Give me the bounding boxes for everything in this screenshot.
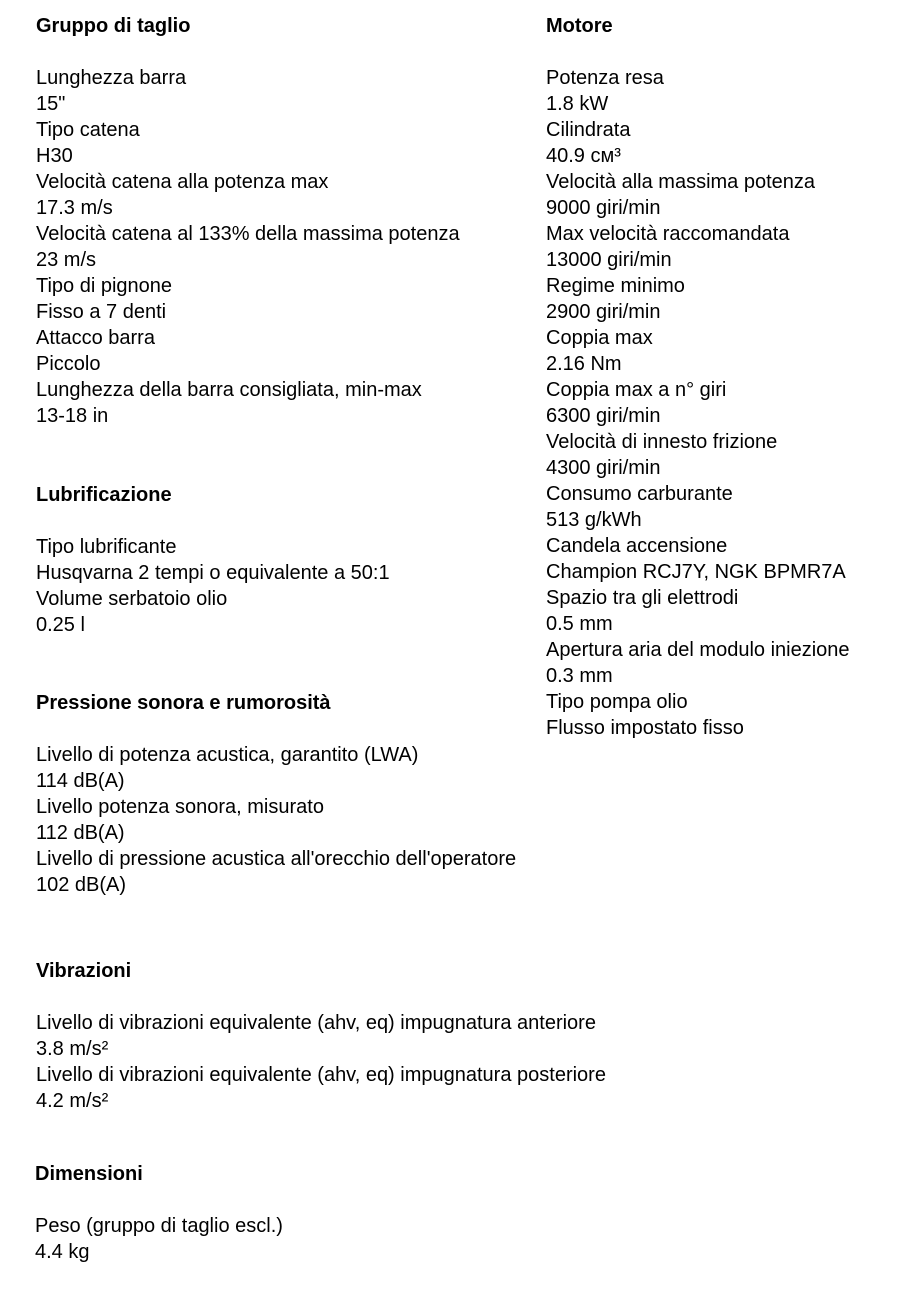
- spec-label: Potenza resa: [546, 67, 664, 89]
- spec-value: 17.3 m/s: [36, 197, 113, 219]
- spec-label: Lunghezza barra: [36, 67, 187, 89]
- spec-label: Livello di vibrazioni equivalente (ahv, eq) impugnatura posteriore: [36, 1064, 606, 1086]
- spec-label: Max velocità raccomandata: [546, 223, 790, 245]
- spec-value: 4.2 m/s²: [36, 1090, 109, 1112]
- spec-label: Velocità catena al 133% della massima potenza: [36, 223, 460, 245]
- spec-label: Tipo lubrificante: [36, 536, 177, 558]
- spec-label: Regime minimo: [546, 275, 685, 297]
- spec-value: 114 dB(A): [36, 770, 125, 792]
- section-title: Lubrificazione: [36, 484, 172, 506]
- spec-value: 23 m/s: [36, 249, 97, 271]
- section-sound: [36, 690, 596, 898]
- spec-value: 9000 giri/min: [546, 197, 661, 219]
- section-title: Pressione sonora e rumorosità: [36, 692, 331, 714]
- spec-label: Coppia max: [546, 327, 653, 349]
- spec-value: 6300 giri/min: [546, 405, 661, 427]
- spec-label: Velocità catena alla potenza max: [36, 171, 329, 193]
- spec-value: 4.4 kg: [35, 1241, 90, 1263]
- section-vibration: [36, 958, 736, 1114]
- spec-label: Livello di potenza acustica, garantito (LWA): [36, 744, 419, 766]
- spec-value: Flusso impostato fisso: [546, 717, 744, 739]
- spec-value: 0.5 mm: [546, 613, 613, 635]
- spec-label: Tipo di pignone: [36, 275, 173, 297]
- spec-value: 40.9 см³: [546, 145, 621, 167]
- spec-value: 2.16 Nm: [546, 353, 622, 375]
- spec-label: Velocità alla massima potenza: [546, 171, 816, 193]
- spec-label: Candela accensione: [546, 535, 728, 557]
- spec-label: Attacco barra: [36, 327, 155, 349]
- spec-label: Apertura aria del modulo iniezione: [546, 639, 850, 661]
- spec-value: 112 dB(A): [36, 822, 125, 844]
- spec-label: Tipo pompa olio: [546, 691, 688, 713]
- spec-value: 0.3 mm: [546, 665, 613, 687]
- section-lubrication: [36, 482, 596, 638]
- spec-label: Volume serbatoio olio: [36, 588, 228, 610]
- spec-value: 2900 giri/min: [546, 301, 661, 323]
- spec-value: Piccolo: [36, 353, 101, 375]
- spec-label: Coppia max a n° giri: [546, 379, 727, 401]
- spec-value: 15": [36, 93, 66, 115]
- spec-value: 13000 giri/min: [546, 249, 672, 271]
- spec-label: Livello potenza sonora, misurato: [36, 796, 324, 818]
- spec-label: Velocità di innesto frizione: [546, 431, 778, 453]
- spec-value: H30: [36, 145, 73, 167]
- spec-label: Consumo carburante: [546, 483, 733, 505]
- spec-label: Lunghezza della barra consigliata, min-max: [36, 379, 422, 401]
- section-cutting-group: [36, 13, 596, 429]
- spec-label: Livello di pressione acustica all'orecchio dell'operatore: [36, 848, 517, 870]
- spec-label: Livello di vibrazioni equivalente (ahv, eq) impugnatura anteriore: [36, 1012, 596, 1034]
- section-engine: [546, 13, 916, 741]
- spec-value: Champion RCJ7Y, NGK BPMR7A: [546, 561, 846, 583]
- spec-value: 1.8 kW: [546, 93, 609, 115]
- spec-value: 0.25 l: [36, 614, 85, 636]
- section-dimensions: [35, 1161, 595, 1265]
- spec-label: Tipo catena: [36, 119, 140, 141]
- spec-value: Fisso a 7 denti: [36, 301, 167, 323]
- section-title: Dimensioni: [35, 1163, 143, 1185]
- section-title: Vibrazioni: [36, 960, 132, 982]
- section-title: Gruppo di taglio: [36, 15, 191, 37]
- spec-value: Husqvarna 2 tempi o equivalente a 50:1: [36, 562, 390, 584]
- spec-value: 3.8 m/s²: [36, 1038, 109, 1060]
- spec-label: Peso (gruppo di taglio escl.): [35, 1215, 283, 1237]
- spec-label: Spazio tra gli elettrodi: [546, 587, 739, 609]
- spec-value: 4300 giri/min: [546, 457, 661, 479]
- spec-value: 102 dB(A): [36, 874, 127, 896]
- spec-value: 513 g/kWh: [546, 509, 642, 531]
- section-title: Motore: [546, 15, 613, 37]
- spec-label: Cilindrata: [546, 119, 631, 141]
- spec-value: 13-18 in: [36, 405, 109, 427]
